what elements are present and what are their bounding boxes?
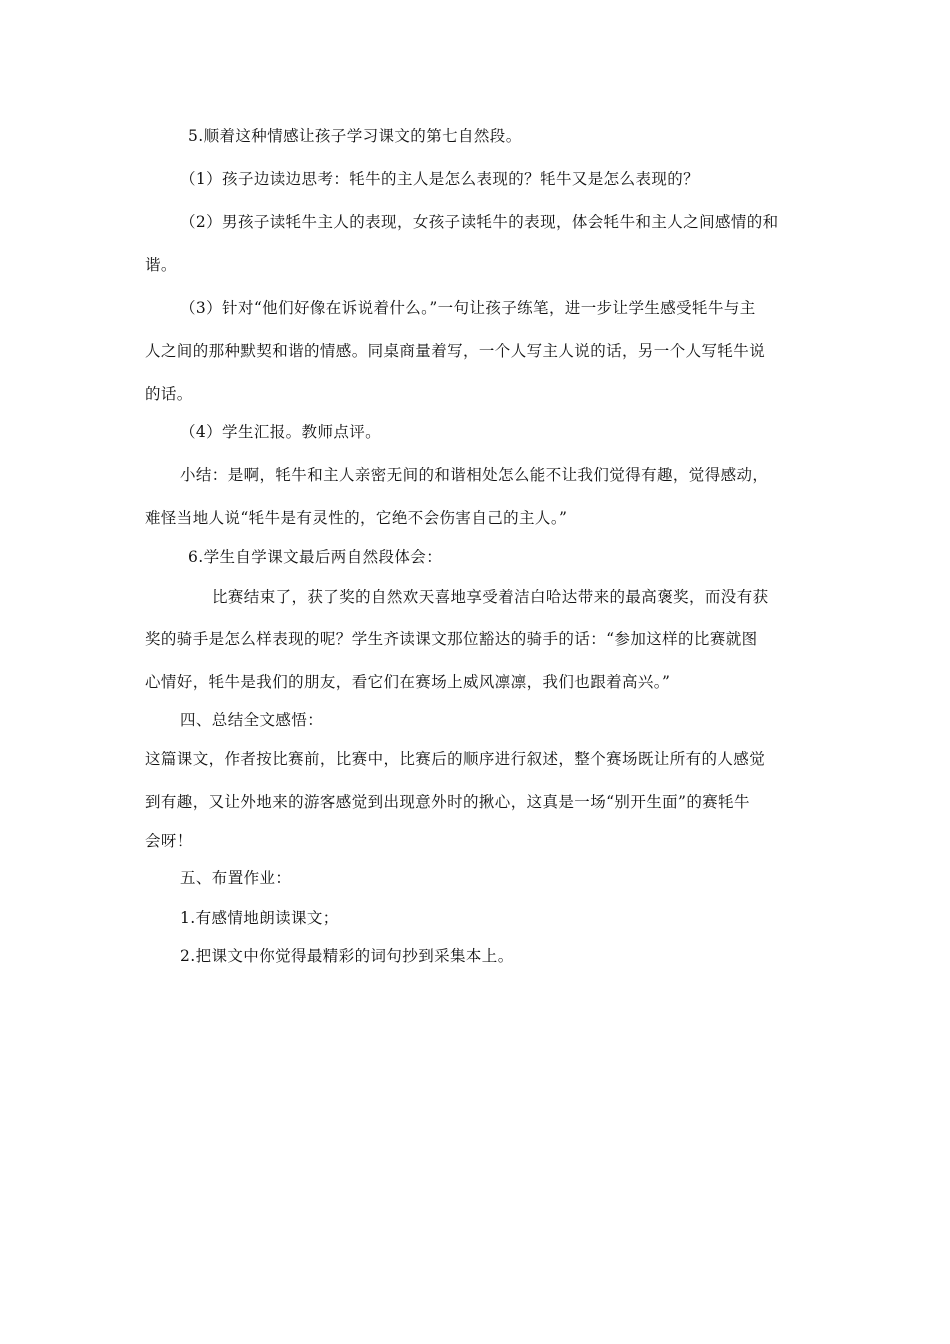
step-5-item-2-line-2: 谐。 [145,256,177,274]
section-4-paragraph-line-1: 这篇课文，作者按比赛前，比赛中，比赛后的顺序进行叙述，整个赛场既让所有的人感觉 [145,750,766,768]
step-5-item-3-line-2: 人之间的那种默契和谐的情感。同桌商量着写，一个人写主人说的话，另一个人写牦牛说 [145,342,766,360]
section-5-heading: 五、布置作业： [180,869,292,887]
step-5-item-3-line-3: 的话。 [145,385,193,403]
homework-item-2: 2.把课文中你觉得最精彩的词句抄到采集本上。 [180,947,514,965]
step-5-item-3-line-1: （3）针对“他们好像在诉说着什么。”一句让孩子练笔，进一步让学生感受牦牛与主 [180,299,756,317]
section-4-paragraph-line-3: 会呀！ [145,832,193,850]
summary-line-2: 难怪当地人说“牦牛是有灵性的，它绝不会伤害自己的主人。” [145,509,568,527]
step-6-heading: 6.学生自学课文最后两自然段体会： [188,548,443,566]
step-5-item-2-line-1: （2）男孩子读牦牛主人的表现，女孩子读牦牛的表现，体会牦牛和主人之间感情的和 [180,213,779,231]
step-5-heading: 5.顺着这种情感让孩子学习课文的第七自然段。 [188,127,522,145]
step-6-paragraph-line-1: 比赛结束了，获了奖的自然欢天喜地享受着洁白哈达带来的最高褒奖，而没有获 [212,588,769,606]
section-4-heading: 四、总结全文感悟： [180,711,324,729]
step-6-paragraph-line-2: 奖的骑手是怎么样表现的呢？学生齐读课文那位豁达的骑手的话：“参加这样的比赛就图 [145,630,758,648]
homework-item-1: 1.有感情地朗读课文； [180,909,339,927]
summary-line-1: 小结：是啊，牦牛和主人亲密无间的和谐相处怎么能不让我们觉得有趣，觉得感动， [180,466,769,484]
step-5-item-1: （1）孩子边读边思考：牦牛的主人是怎么表现的？牦牛又是怎么表现的？ [180,170,700,188]
step-6-paragraph-line-3: 心情好，牦牛是我们的朋友，看它们在赛场上威风凛凛，我们也跟着高兴。” [145,673,671,691]
section-4-paragraph-line-2: 到有趣，又让外地来的游客感觉到出现意外时的揪心，这真是一场“别开生面”的赛牦牛 [145,793,750,811]
step-5-item-4: （4）学生汇报。教师点评。 [180,423,382,441]
